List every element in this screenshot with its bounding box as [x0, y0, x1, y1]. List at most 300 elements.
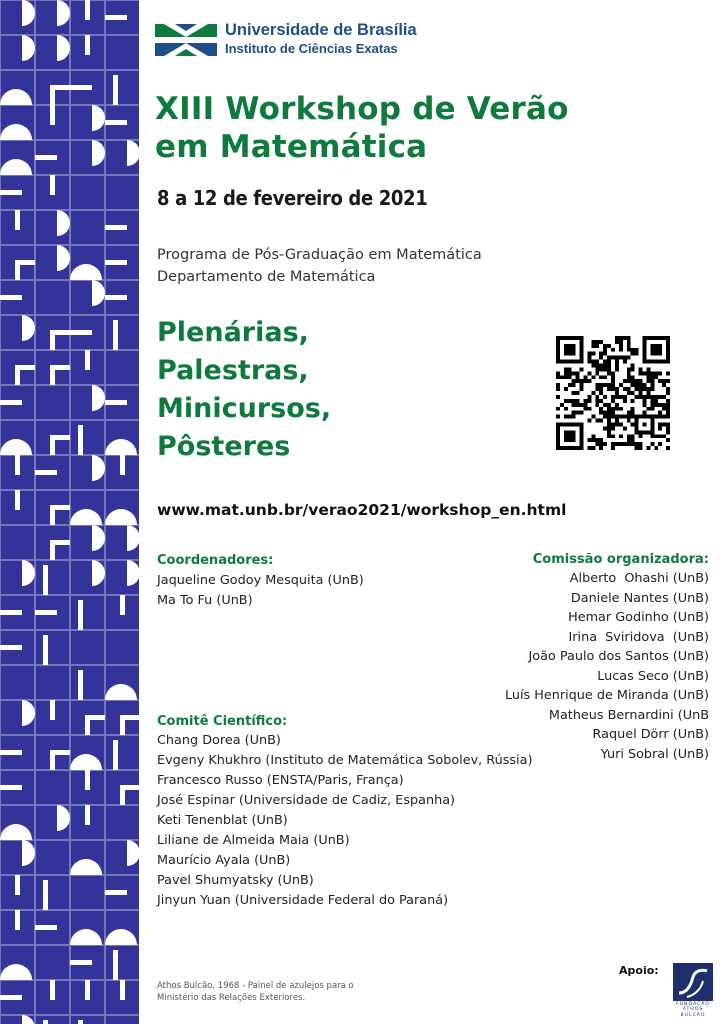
qr-module: [635, 383, 639, 387]
qr-module: [587, 399, 591, 403]
tile-shape: [85, 35, 90, 55]
tile-shape: [0, 610, 22, 615]
tile-shape: [85, 0, 90, 20]
qr-module: [611, 371, 615, 375]
tile-shape: [50, 505, 70, 510]
qr-module: [627, 411, 631, 415]
tile-shape: [78, 1020, 83, 1024]
credit-line: Ministério das Relações Exteriores.: [157, 993, 306, 1003]
qr-module: [572, 415, 576, 419]
qr-module: [619, 434, 623, 438]
tile-shape: [15, 910, 20, 930]
qr-module: [650, 375, 654, 379]
qr-module: [631, 415, 635, 419]
qr-module: [595, 340, 599, 344]
qr-module: [631, 367, 635, 371]
qr-module: [627, 387, 631, 391]
organizer-name: Luís Henrique de Miranda (UnB): [504, 688, 709, 703]
qr-module: [615, 356, 619, 360]
qr-module: [650, 407, 654, 411]
qr-module: [572, 371, 576, 375]
qr-module: [654, 415, 658, 419]
qr-module: [666, 407, 670, 411]
qr-module: [595, 383, 599, 387]
qr-module: [623, 336, 627, 340]
qr-module: [607, 364, 611, 368]
qr-module: [591, 360, 595, 364]
qr-module: [611, 383, 615, 387]
qr-module: [564, 371, 568, 375]
tile-shape: [105, 120, 127, 125]
qr-module: [619, 383, 623, 387]
tile-shape: [105, 890, 127, 895]
tile-shape: [113, 75, 118, 105]
qr-module: [584, 379, 588, 383]
activity-item: Plenárias,: [157, 317, 309, 348]
qr-module: [611, 442, 615, 446]
tile-shape: [113, 950, 118, 980]
tile-shape: [50, 175, 55, 195]
qr-module: [635, 379, 639, 383]
qr-module: [595, 403, 599, 407]
qr-module: [619, 407, 623, 411]
qr-module: [631, 438, 635, 442]
qr-module: [623, 379, 627, 383]
qr-module: [564, 375, 568, 379]
tile-shape: [120, 980, 125, 1000]
qr-module: [599, 391, 603, 395]
qr-module: [639, 446, 643, 450]
qr-module: [631, 407, 635, 411]
qr-module: [650, 387, 654, 391]
qr-module: [631, 442, 635, 446]
qr-module: [619, 442, 623, 446]
qr-module: [595, 367, 599, 371]
qr-module: [631, 379, 635, 383]
qr-module: [564, 415, 568, 419]
qr-module: [599, 364, 603, 368]
qr-module: [556, 407, 560, 411]
tile-shape: [105, 260, 127, 265]
qr-module: [631, 434, 635, 438]
qr-module: [615, 442, 619, 446]
qr-module: [639, 434, 643, 438]
tile-shape: [85, 770, 90, 790]
committee-member-name: Pavel Shumyatsky (UnB): [157, 873, 314, 888]
tile-shape: [0, 190, 22, 195]
organizer-name: Hemar Godinho (UnB): [568, 610, 709, 625]
qr-module: [615, 340, 619, 344]
qr-module: [639, 387, 643, 391]
qr-module: [595, 438, 599, 442]
qr-module: [631, 422, 635, 426]
qr-module: [599, 367, 603, 371]
qr-module: [611, 348, 615, 352]
qr-module: [627, 375, 631, 379]
qr-module: [615, 419, 619, 423]
qr-module: [658, 379, 662, 383]
qr-module: [607, 434, 611, 438]
tile-shape: [43, 635, 48, 665]
qr-module: [666, 438, 670, 442]
qr-module: [658, 434, 662, 438]
qr-module: [603, 383, 607, 387]
qr-module: [642, 422, 646, 426]
tile-shape: [50, 435, 70, 440]
qr-module: [615, 336, 619, 340]
qr-module: [654, 395, 658, 399]
qr-module: [627, 438, 631, 442]
event-dates: 8 a 12 de fevereiro de 2021: [157, 186, 428, 210]
qr-module: [650, 403, 654, 407]
tile-shape: [113, 320, 118, 350]
qr-module: [611, 379, 615, 383]
qr-module: [591, 364, 595, 368]
qr-module: [650, 344, 662, 356]
qr-module: [587, 371, 591, 375]
qr-module: [607, 344, 611, 348]
qr-module: [607, 367, 611, 371]
qr-module: [646, 371, 650, 375]
university-name: Universidade de Brasília: [225, 21, 417, 39]
tile-shape: [15, 260, 35, 265]
organizer-name: Yuri Sobral (UnB): [600, 746, 709, 762]
qr-module: [556, 415, 560, 419]
qr-module: [623, 442, 627, 446]
qr-module: [603, 375, 607, 379]
qr-module: [580, 367, 584, 371]
qr-module: [639, 371, 643, 375]
qr-module: [580, 379, 584, 383]
qr-module: [611, 407, 615, 411]
qr-module: [595, 364, 599, 368]
qr-module: [646, 379, 650, 383]
qr-module: [639, 367, 643, 371]
azulejo-pattern: [0, 0, 139, 1024]
qr-module: [650, 371, 654, 375]
qr-module: [623, 399, 627, 403]
qr-module: [639, 442, 643, 446]
tile-shape: [78, 670, 83, 700]
qr-module: [591, 375, 595, 379]
qr-module: [631, 411, 635, 415]
qr-module: [619, 422, 623, 426]
qr-module: [646, 375, 650, 379]
qr-module: [658, 411, 662, 415]
committee-member-name: Keti Tenenblat (UnB): [157, 813, 288, 828]
qr-module: [572, 399, 576, 403]
qr-module: [666, 371, 670, 375]
qr-module: [619, 395, 623, 399]
qr-module: [572, 391, 576, 395]
tile-shape: [70, 960, 92, 965]
qr-module: [576, 399, 580, 403]
qr-module: [666, 411, 670, 415]
qr-module: [587, 395, 591, 399]
committee-member-name: Maurício Ayala (UnB): [157, 853, 291, 868]
program-info: [157, 244, 482, 288]
qr-module: [658, 415, 662, 419]
qr-module: [611, 387, 615, 391]
qr-module: [642, 395, 646, 399]
qr-module: [607, 411, 611, 415]
qr-module: [603, 352, 607, 356]
qr-module: [615, 360, 619, 364]
qr-module: [627, 371, 631, 375]
qr-module: [599, 356, 603, 360]
qr-module: [603, 364, 607, 368]
qr-module: [607, 430, 611, 434]
qr-module: [584, 399, 588, 403]
qr-module: [603, 348, 607, 352]
qr-module: [635, 442, 639, 446]
coordinator-name: Jaqueline Godoy Mesquita (UnB): [157, 573, 364, 588]
tile-shape: [35, 925, 57, 930]
committee-member-name: Liliane de Almeida Maia (UnB): [157, 833, 350, 848]
qr-module: [591, 434, 595, 438]
qr-module: [654, 399, 658, 403]
tile-shape: [43, 565, 48, 595]
scientific-committee-list: [157, 731, 532, 911]
committee-member-name: José Espinar (Universidade de Cadiz, Espanha): [157, 793, 456, 808]
qr-module: [611, 422, 615, 426]
qr-module: [568, 399, 572, 403]
qr-module: [599, 407, 603, 411]
qr-module: [587, 352, 591, 356]
qr-module: [639, 379, 643, 383]
qr-module: [587, 379, 591, 383]
qr-module: [599, 446, 603, 450]
organizer-name: Lucas Seco (UnB): [597, 668, 709, 684]
tile-shape: [0, 785, 22, 790]
event-title: [155, 90, 625, 166]
qr-module: [635, 352, 639, 356]
qr-module: [615, 422, 619, 426]
qr-module: [576, 375, 580, 379]
qr-module: [639, 383, 643, 387]
qr-module: [654, 403, 658, 407]
qr-module: [658, 371, 662, 375]
qr-module: [642, 387, 646, 391]
qr-module: [556, 375, 560, 379]
qr-module: [603, 367, 607, 371]
title-line: XIII Workshop de Verão: [155, 91, 569, 127]
qr-module: [627, 391, 631, 395]
qr-module: [627, 367, 631, 371]
qr-module: [631, 364, 635, 368]
qr-module: [666, 430, 670, 434]
tile-pattern-panel: [0, 0, 139, 1024]
qr-module: [607, 383, 611, 387]
qr-module: [646, 407, 650, 411]
qr-module: [662, 383, 666, 387]
qr-module: [650, 442, 654, 446]
qr-module: [568, 375, 572, 379]
qr-module: [619, 415, 623, 419]
qr-module: [627, 336, 631, 340]
qr-module: [658, 442, 662, 446]
qr-module: [576, 371, 580, 375]
qr-module: [642, 403, 646, 407]
qr-module: [631, 391, 635, 395]
tile-shape: [0, 295, 22, 300]
qr-code-icon[interactable]: [556, 336, 670, 450]
qr-module: [599, 419, 603, 423]
tile-shape: [85, 350, 90, 370]
activity-item: Pôsteres: [157, 431, 291, 462]
qr-module: [619, 336, 623, 340]
tile-shape: [50, 105, 55, 125]
qr-module: [615, 364, 619, 368]
qr-module: [611, 411, 615, 415]
qr-module: [568, 367, 572, 371]
tile-shape: [78, 425, 83, 455]
qr-module: [611, 399, 615, 403]
qr-module: [611, 426, 615, 430]
qr-module: [635, 395, 639, 399]
qr-module: [627, 344, 631, 348]
qr-module: [623, 356, 627, 360]
qr-module: [591, 438, 595, 442]
qr-module: [654, 375, 658, 379]
qr-module: [595, 387, 599, 391]
committee-member-name: Jinyun Yuan (Universidade Federal do Paraná): [157, 893, 449, 908]
qr-module: [662, 422, 666, 426]
department-name: Departamento de Matemática: [157, 269, 376, 285]
fundacao-athos-bulcao-logo-icon: [673, 963, 713, 1001]
qr-module: [584, 407, 588, 411]
qr-module: [662, 434, 666, 438]
qr-module: [595, 442, 599, 446]
qr-module: [662, 407, 666, 411]
qr-module: [627, 434, 631, 438]
qr-module: [572, 403, 576, 407]
qr-module: [650, 399, 654, 403]
qr-module: [642, 383, 646, 387]
tile-shape: [50, 980, 55, 1000]
tile-shape: [15, 210, 20, 230]
qr-module: [560, 403, 564, 407]
qr-module: [607, 422, 611, 426]
qr-module: [666, 387, 670, 391]
organizer-name: Matheus Bernardini (UnB: [548, 707, 709, 723]
qr-module: [580, 383, 584, 387]
qr-module: [646, 395, 650, 399]
tile-shape: [35, 610, 57, 615]
qr-module: [666, 426, 670, 430]
qr-module: [662, 415, 666, 419]
event-url-link[interactable]: www.mat.unb.br/verao2021/workshop_en.html: [157, 501, 567, 519]
qr-module: [603, 395, 607, 399]
tile-shape: [50, 365, 70, 370]
qr-module: [631, 399, 635, 403]
qr-module: [607, 415, 611, 419]
qr-module: [587, 446, 591, 450]
qr-module: [556, 383, 560, 387]
organizer-name: Irina Sviridova (UnB): [568, 629, 709, 645]
qr-module: [564, 430, 576, 442]
tile-shape: [15, 365, 35, 370]
qr-module: [631, 383, 635, 387]
tile-shape: [113, 740, 118, 770]
qr-module: [627, 340, 631, 344]
qr-module: [603, 360, 607, 364]
tile-shape: [15, 875, 20, 895]
qr-module: [611, 434, 615, 438]
qr-module: [627, 419, 631, 423]
organizer-name: Daniele Nantes (UnB): [570, 590, 709, 606]
qr-module: [556, 371, 560, 375]
qr-module: [595, 395, 599, 399]
qr-module: [666, 422, 670, 426]
qr-module: [591, 391, 595, 395]
tile-shape: [50, 750, 70, 755]
qr-module: [635, 446, 639, 450]
institute-name: Instituto de Ciências Exatas: [225, 41, 398, 56]
organizing-committee-heading: Comissão organizadora:: [532, 552, 709, 567]
qr-module: [619, 340, 623, 344]
qr-module: [623, 360, 627, 364]
qr-module: [607, 371, 611, 375]
coordinators-heading: Coordenadores:: [157, 553, 274, 568]
tile-shape: [70, 330, 92, 335]
tile-shape: [0, 645, 22, 650]
title-line: em Matemática: [155, 129, 428, 165]
qr-module: [599, 411, 603, 415]
qr-module: [607, 419, 611, 423]
qr-module: [607, 387, 611, 391]
qr-module: [599, 383, 603, 387]
tile-shape: [120, 715, 139, 720]
qr-module: [666, 391, 670, 395]
qr-module: [603, 411, 607, 415]
coordinators-list: [157, 571, 364, 611]
qr-module: [615, 403, 619, 407]
qr-module: [595, 360, 599, 364]
qr-module: [615, 407, 619, 411]
activity-item: Palestras,: [157, 355, 309, 386]
qr-module: [639, 391, 643, 395]
qr-module: [580, 387, 584, 391]
tile-shape: [43, 1020, 48, 1024]
qr-module: [603, 426, 607, 430]
qr-module: [568, 415, 572, 419]
foundation-line: ATHOS: [682, 1007, 704, 1013]
qr-module: [595, 344, 599, 348]
program-name: Programa de Pós-Graduação em Matemática: [157, 247, 482, 263]
qr-module: [572, 411, 576, 415]
credit-line: Athos Bulcão, 1968 - Painel de azulejos para o: [157, 981, 354, 991]
tile-shape: [85, 980, 90, 1000]
qr-module: [607, 356, 611, 360]
qr-module: [650, 395, 654, 399]
qr-module: [666, 379, 670, 383]
qr-module: [631, 352, 635, 356]
qr-module: [635, 387, 639, 391]
qr-module: [599, 387, 603, 391]
tile-shape: [120, 455, 125, 475]
coordinator-name: Ma To Fu (UnB): [157, 593, 253, 608]
qr-module: [658, 403, 662, 407]
qr-module: [627, 442, 631, 446]
qr-module: [627, 348, 631, 352]
qr-module: [654, 434, 658, 438]
qr-module: [639, 395, 643, 399]
qr-module: [580, 411, 584, 415]
qr-module: [560, 375, 564, 379]
qr-module: [591, 352, 595, 356]
qr-module: [646, 387, 650, 391]
